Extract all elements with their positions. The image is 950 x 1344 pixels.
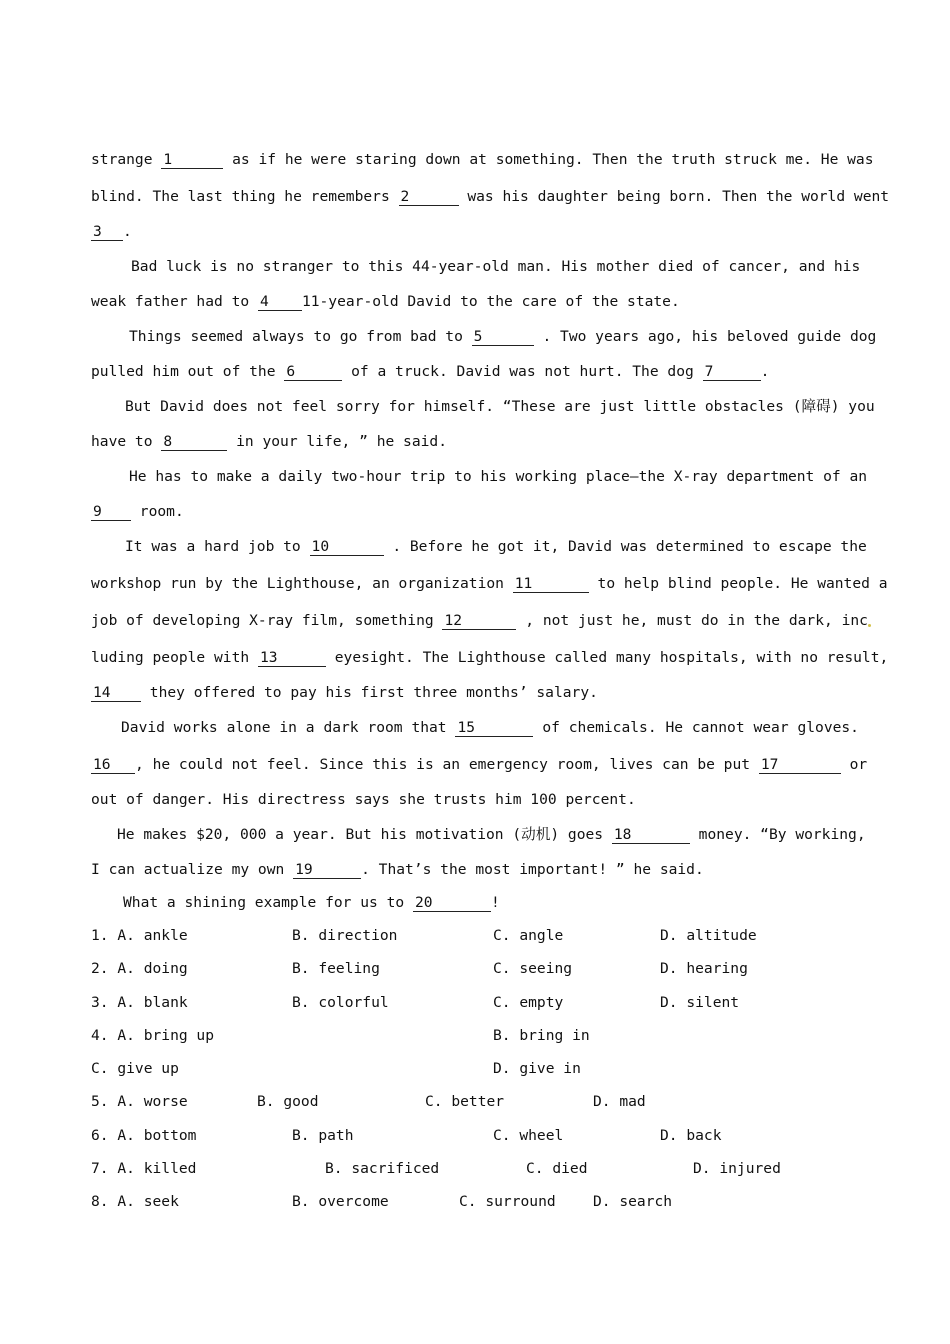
passage-line: Bad luck is no stranger to this 44-year-old man. His mother died of cancer, and his: [131, 258, 861, 275]
blank-12: 12: [442, 613, 516, 630]
blank-7: 7: [703, 364, 761, 381]
blank-14: 14: [91, 685, 141, 702]
passage-line: What a shining example for us to 20 !: [123, 894, 500, 911]
blank-5: 5: [472, 329, 534, 346]
passage-line: pulled him out of the 6 of a truck. David was not hurt. The dog 7 .: [91, 363, 770, 380]
blank-3: 3: [91, 224, 123, 241]
blank-1: 1: [161, 152, 223, 169]
passage-line: It was a hard job to 10 . Before he got it, David was determined to escape the: [125, 538, 867, 555]
answer-options: [91, 919, 859, 1219]
passage-line: 9 room.: [93, 503, 184, 520]
option-row: 2. A. doing B. feeling C. seeing D. hearing: [91, 960, 748, 978]
passage-line: He makes $20, 000 a year. But his motivation (动机) goes 18 money. “By working,: [117, 826, 866, 843]
passage-line: job of developing X-ray film, something 12 , not just he, must do in the dark, inc: [91, 602, 859, 639]
passage-line: 16 , he could not feel. Since this is an emergency room, lives can be put 17 or: [93, 756, 868, 773]
option-row: 7. A. killed B. sacrificed C. died D. injured: [91, 1160, 781, 1178]
blank-15: 15: [455, 720, 533, 737]
passage-line: workshop run by the Lighthouse, an organization 11 to help blind people. He wanted a: [91, 575, 888, 592]
option-row: 3. A. blank B. colorful C. empty D. silent: [91, 993, 740, 1011]
blank-4: 4: [258, 294, 302, 311]
blank-18: 18: [612, 827, 690, 844]
option-row: 6. A. bottom B. path C. wheel D. back: [91, 1126, 722, 1144]
blank-13: 13: [258, 650, 326, 667]
option-row: 5. A. worse B. good C. better D. mad: [91, 1093, 646, 1111]
passage-line: I can actualize my own 19 . That’s the most important! ” he said.: [91, 861, 704, 878]
passage-line: He has to make a daily two-hour trip to his working place—the X-ray department of an: [129, 468, 868, 485]
blank-11: 11: [513, 576, 589, 593]
blank-2: 2: [399, 189, 459, 206]
blank-20: 20: [413, 895, 491, 912]
blank-19: 19: [293, 862, 361, 879]
passage-line: luding people with 13 eyesight. The Lighthouse called many hospitals, with no result,: [91, 649, 889, 666]
passage-line: strange 1 as if he were staring down at something. Then the truth struck me. He was: [91, 151, 874, 168]
option-row: 4. A. bring up B. bring in: [91, 1026, 590, 1044]
option-row: C. give up D. give in: [91, 1060, 581, 1078]
passage-line: have to 8 in your life, ” he said.: [91, 433, 447, 450]
blank-16: 16: [91, 757, 135, 774]
passage-line: 3 .: [93, 223, 132, 240]
cloze-passage: [91, 141, 890, 1219]
passage-line: But David does not feel sorry for himself. “These are just little obstacles (障碍) you: [125, 398, 875, 415]
passage-line: weak father had to 4 11-year-old David to the care of the state.: [91, 293, 680, 310]
passage-line: David works alone in a dark room that 15 of chemicals. He cannot wear gloves.: [121, 719, 859, 736]
passage-line: Things seemed always to go from bad to 5 . Two years ago, his beloved guide dog: [129, 328, 877, 345]
yellow-mark: [868, 624, 871, 627]
blank-8: 8: [161, 434, 227, 451]
blank-17: 17: [759, 757, 841, 774]
passage-line: blind. The last thing he remembers 2 was his daughter being born. Then the world went: [91, 188, 890, 205]
option-row: 1. A. ankle B. direction C. angle D. altitude: [91, 927, 757, 944]
blank-6: 6: [284, 364, 342, 381]
blank-10: 10: [310, 539, 384, 556]
option-row: 8. A. seek B. overcome C. surround D. search: [91, 1193, 673, 1211]
passage-line: out of danger. His directress says she trusts him 100 percent.: [91, 791, 636, 808]
blank-9: 9: [91, 504, 131, 521]
passage-line: 14 they offered to pay his first three months’ salary.: [93, 684, 598, 701]
